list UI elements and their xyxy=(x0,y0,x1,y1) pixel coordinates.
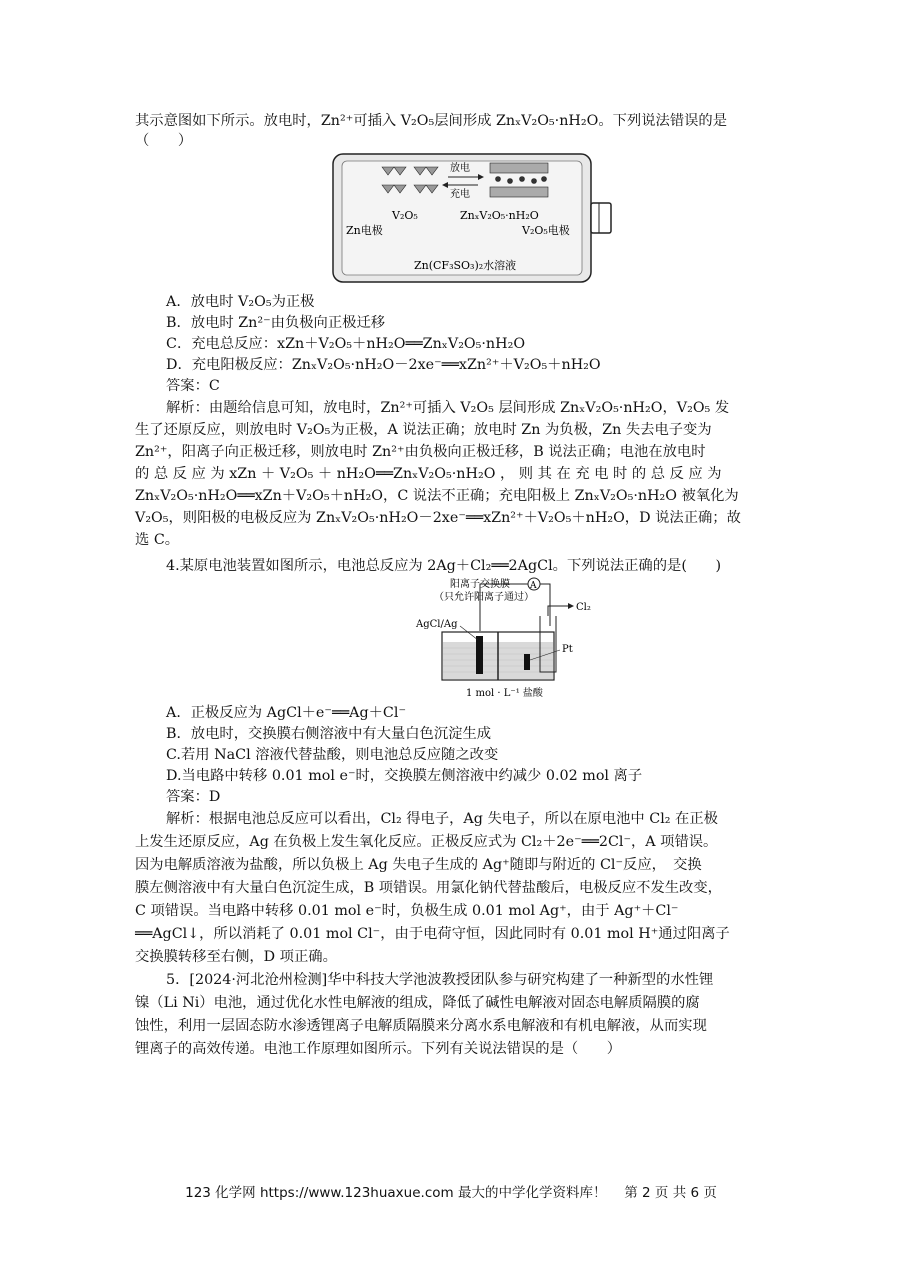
q4-option-a: A．正极反应为 AgCl＋e⁻══Ag＋Cl⁻ xyxy=(166,705,406,721)
q4-option-c: C.若用 NaCl 溶液代替盐酸，则电池总反应随之改变 xyxy=(166,747,499,763)
q3-option-d: D．充电阳极反应：ZnₓV₂O₅·nH₂O－2xe⁻══xZn²⁺＋V₂O₅＋nH₂O xyxy=(166,357,601,373)
membrane-label: 阳离子交换膜 xyxy=(450,579,510,590)
q4-analysis-line: ══AgCl↓，所以消耗了 0.01 mol Cl⁻，由于电荷守恒，因此同时有 0.01 mol H⁺通过阳离子 xyxy=(135,926,730,942)
pt-electrode xyxy=(524,654,530,670)
solution-label: 1 mol · L⁻¹ 盐酸 xyxy=(466,688,543,699)
q4-analysis-line: 因为电解质溶液为盐酸，所以负极上 Ag 失电子生成的 Ag⁺随即与附近的 Cl⁻反应， 交换 xyxy=(135,857,702,873)
q3-option-c: C．充电总反应：xZn＋V₂O₅＋nH₂O══ZnₓV₂O₅·nH₂O xyxy=(166,336,526,352)
q5-line: 蚀性，利用一层固态防水渗透锂离子电解质隔膜来分离水系电解液和有机电解液，从而实现 xyxy=(135,1018,707,1034)
q3-answer: 答案：C xyxy=(166,378,220,394)
zn-electrode-label: Zn电极 xyxy=(346,224,383,237)
discharge-label: 放电 xyxy=(450,163,470,174)
agcl-label: AgCl/Ag xyxy=(416,619,458,630)
membrane-note: （只允许阳离子通过） xyxy=(434,592,534,603)
q3-option-b: B．放电时 Zn²⁻由负极向正极迁移 xyxy=(166,315,386,331)
ammeter-label: A xyxy=(530,581,537,591)
q3-analysis-line: Zn²⁺，阳离子向正极迁移，则放电时 Zn²⁺由负极向正极迁移，B 说法正确；电池在放电时 xyxy=(135,444,706,460)
q3-analysis-line: 解析：由题给信息可知，放电时，Zn²⁺可插入 V₂O₅ 层间形成 ZnₓV₂O₅·nH₂O，V₂O₅ 发 xyxy=(166,400,730,416)
q3-analysis-line: 的 总 反 应 为 xZn ＋ V₂O₅ ＋ nH₂O══ZnₓV₂O₅·nH₂O ， 则 其 在 充 电 时 的 总 反 应 为 xyxy=(135,466,722,482)
q4-option-d: D.当电路中转移 0.01 mol e⁻时，交换膜左侧溶液中约减少 0.02 mol 离子 xyxy=(166,768,643,784)
q4-analysis-line: 上发生还原反应，Ag 在负极上发生氧化反应。正极反应式为 Cl₂＋2e⁻══2Cl⁻，A 项错误。 xyxy=(135,834,718,850)
galvanic-cell-diagram xyxy=(400,576,600,701)
q4-stem: 4.某原电池装置如图所示，电池总反应为 2Ag＋Cl₂══2AgCl。下列说法正确的是( ) xyxy=(166,558,722,574)
q3-intro: 其示意图如下所示。放电时，Zn²⁺可插入 V₂O₅层间形成 ZnₓV₂O₅·nH₂O。下列说法错误的是 xyxy=(135,113,728,129)
v2o5-electrode-label: V₂O₅电极 xyxy=(522,224,570,237)
battery-diagram xyxy=(330,151,620,286)
cl2-label: Cl₂ xyxy=(576,602,591,613)
q4-analysis-line: 膜左侧溶液中有大量白色沉淀生成，B 项错误。用氯化钠代替盐酸后，电极反应不发生改变， xyxy=(135,880,722,896)
q3-option-a: A．放电时 V₂O₅为正极 xyxy=(166,294,315,310)
q5-line: 锂离子的高效传递。电池工作原理如图所示。下列有关说法错误的是（ ） xyxy=(135,1041,622,1057)
q4-analysis-line: 解析：根据电池总反应可以看出，Cl₂ 得电子，Ag 失电子，所以在原电池中 Cl₂ 在正极 xyxy=(166,811,718,827)
q3-paren: （ ） xyxy=(135,133,193,149)
charge-label: 充电 xyxy=(450,189,470,200)
q3-analysis-line: 选 C。 xyxy=(135,532,180,548)
q3-analysis-line: V₂O₅，则阳极的电极反应为 ZnₓV₂O₅·nH₂O－2xe⁻══xZn²⁺＋V₂O₅＋nH₂O，D 说法正确；故 xyxy=(135,510,741,526)
q4-analysis-line: 交换膜转移至右侧，D 项正确。 xyxy=(135,949,337,965)
q4-analysis-line: C 项错误。当电路中转移 0.01 mol e⁻时，负极生成 0.01 mol Ag⁺，由于 Ag⁺＋Cl⁻ xyxy=(135,903,679,919)
pt-label: Pt xyxy=(562,644,573,655)
q4-answer: 答案：D xyxy=(166,789,221,805)
znv2o5-label: ZnₓV₂O₅·nH₂O xyxy=(460,209,539,222)
q4-option-b: B．放电时，交换膜右侧溶液中有大量白色沉淀生成 xyxy=(166,726,492,742)
q3-analysis-line: 生了还原反应，则放电时 V₂O₅为正极，A 说法正确；放电时 Zn 为负极，Zn 失去电子变为 xyxy=(135,422,712,438)
v2o5-label: V₂O₅ xyxy=(392,209,418,222)
q5-line: 镍（Li Ni）电池，通过优化水性电解液的组成，降低了碱性电解液对固态电解质隔膜的腐 xyxy=(135,995,700,1011)
q3-analysis-line: ZnₓV₂O₅·nH₂O══xZn＋V₂O₅＋nH₂O，C 说法不正确；充电阳极上 ZnₓV₂O₅·nH₂O 被氧化为 xyxy=(135,488,739,504)
electrolyte-label: Zn(CF₃SO₃)₂水溶液 xyxy=(414,259,517,272)
q5-line: 5．[2024·河北沧州检测]华中科技大学池波教授团队参与研究构建了一种新型的水性锂 xyxy=(166,972,714,988)
agcl-electrode xyxy=(476,636,483,674)
page-footer: 123 化学网 https://www.123huaxue.com 最大的中学化学资料库！ 第 2 页 共 6 页 xyxy=(185,1185,717,1201)
